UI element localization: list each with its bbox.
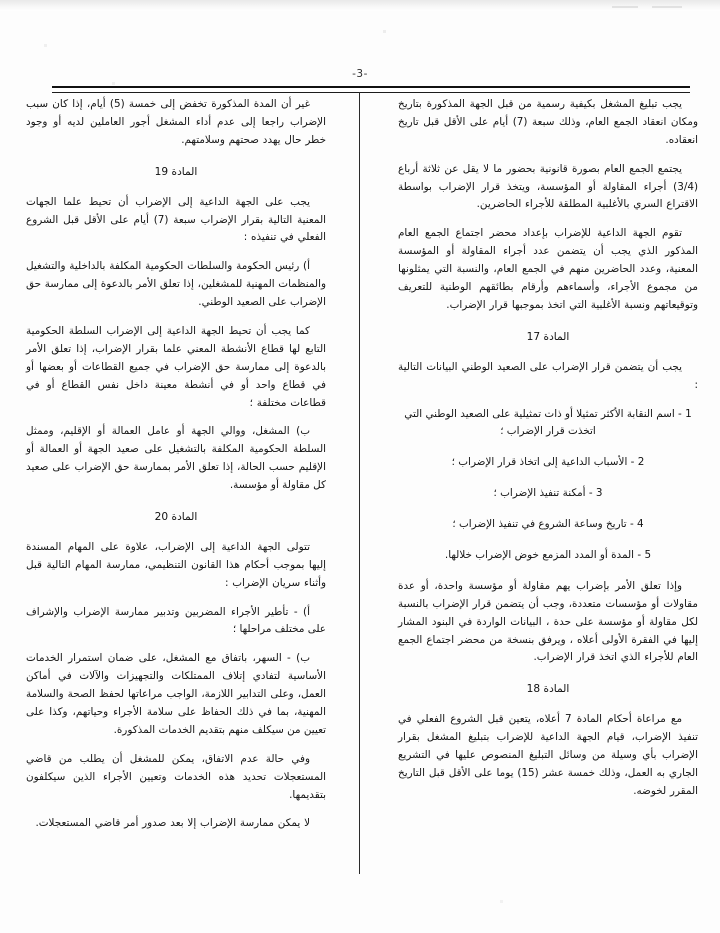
- article-heading: المادة 19: [154, 165, 198, 178]
- scan-speck: [652, 6, 682, 8]
- left-text-column: [26, 96, 326, 844]
- body-paragraph: يجب على الجهة الداعية إلى الإضراب أن تحيط علما الجهات المعنية التالية بقرار الإضراب سبعة (7) أيام على الأقل قبل الشروع الفعلي في تنفيذه :: [26, 195, 326, 244]
- body-paragraph: كما يجب أن تحيط الجهة الداعية إلى الإضراب السلطة الحكومية التابع لها قطاع الأنشطة المعني علما بقرار الإضراب، إذا تعلق الأمر بالدعوة إلى ممارسة حق الإضراب في جميع القطاعات أو بعضها أو في قطاع واحد أو في أنشطة معينة داخل نفس القطاع أو في قطاعات مختلفة ؛: [26, 324, 326, 409]
- scan-speck: [112, 82, 115, 85]
- lettered-list-item: أ) - تأطير الأجراء المضربين وتدبير ممارسة الإضراب والإشراف على مختلف مراحلها ؛: [26, 605, 326, 636]
- scan-speck: [44, 44, 47, 47]
- lettered-list-item: ب) المشغل، ووالي الجهة أو عامل العمالة أو الإقليم، وممثل السلطة الحكومية المكلفة بالتشغيل على صعيد الجهة أو العمالة أو الإقليم حسب الحالة، إذا تعلق الأمر بممارسة حق الإضراب على صعيد كل مقاولة أو مؤسسة.: [26, 425, 326, 492]
- lettered-list-item: أ) رئيس الحكومة والسلطات الحكومية المكلفة بالداخلية والتشغيل والمنظمات المهنية للمشغلين، إذا تعلق الأمر بالدعوة إلى ممارسة حق الإضراب على الصعيد الوطني.: [26, 260, 326, 309]
- body-paragraph: مع مراعاة أحكام المادة 7 أعلاه، يتعين قبل الشروع الفعلي في تنفيذ الإضراب، قيام الجهة الداعية للإضراب بتبليغ المشغل بقرار الإضراب بأي وسيلة من وسائل التبليغ المنصوص عليها في التشريع الجاري به العمل، وذلك خمسة عشر (15) يوما على الأقل قبل التاريخ المقرر لخوضه.: [398, 713, 698, 797]
- article-heading: المادة 20: [154, 510, 198, 523]
- scan-speck: [500, 900, 503, 903]
- numbered-list-item: 3 - أمكنة تنفيذ الإضراب ؛: [493, 487, 603, 500]
- body-paragraph: يجتمع الجمع العام بصورة قانونية بحضور ما لا يقل عن ثلاثة أرباع (3/4) أجراء المقاولة أو المؤسسة، ويتخذ قرار الإضراب بواسطة الاقتراع السري بالأغلبية المطلقة للأجراء الحاضرين.: [398, 162, 698, 211]
- body-paragraph: تتولى الجهة الداعية إلى الإضراب، علاوة على المهام المسندة إليها بموجب أحكام هذا القانون التنظيمي، ممارسة المهام التالية قبل وأثناء سريان الإضراب :: [26, 540, 326, 589]
- body-paragraph: وفي حالة عدم الاتفاق، يمكن للمشغل أن يطلب من قاضي المستعجلات تحديد هذه الخدمات وتعيين الأجراء الذين سيكلفون بتقديمها.: [26, 752, 326, 801]
- lettered-list-item: ب) - السهر، باتفاق مع المشغل، على ضمان استمرار الخدمات الأساسية لتفادي إتلاف الممتلكات والتجهيزات والآلات في أماكن العمل، وعلى التدابير اللازمة، الواجب مراعاتها لحفظ الصحة والسلامة المهنية، بما في ذلك الحفاظ على سلامة الأجراء وحياتهم، وكذا على تعيين من سيكلف منهم بتقديم الخدمات المذكورة.: [26, 652, 326, 736]
- page-number: -3-: [352, 68, 368, 80]
- body-paragraph: وإذا تعلق الأمر بإضراب يهم مقاولة أو مؤسسة واحدة، أو عدة مقاولات أو مؤسسات متعددة، وجب أن يتضمن قرار الإضراب بالنسبة لكل مقاولة أو مؤسسة على حدة ، البيانات الواردة في البنود المشار إليها في الفقرة الأولى أعلاه ، ويرفق بنسخة من محضر اجتماع الجمع العام للأجراء الذي اتخذ قرار الإضراب.: [398, 579, 698, 664]
- header-divider-rule: [52, 86, 690, 93]
- body-paragraph: تقوم الجهة الداعية للإضراب بإعداد محضر اجتماع الجمع العام المذكور الذي يجب أن يتضمن عدد أجراء المقاولة أو المؤسسة المعنية، وعدد الحاضرين منهم في الجمع العام، والنسبة التي يمثلونها من مجموع الأجراء، وأسماءهم وأرقام بطائقهم الوطنية للتعريف وتوقيعاتهم ونسبة الأغلبية التي اتخذ بموجبها قرار الإضراب.: [398, 227, 698, 311]
- numbered-list-item: 5 - المدة أو المدد المزمع خوض الإضراب خلالها.: [444, 548, 652, 561]
- scan-speck: [383, 30, 386, 33]
- numbered-list-item: 4 - تاريخ وساعة الشروع في تنفيذ الإضراب ؛: [452, 518, 644, 531]
- body-paragraph: يجب أن يتضمن قرار الإضراب على الصعيد الوطني البيانات التالية :: [398, 360, 698, 391]
- article-heading: المادة 18: [526, 683, 570, 696]
- body-paragraph: غير أن المدة المذكورة تخفض إلى خمسة (5) أيام، إذا كان سبب الإضراب راجعا إلى عدم أداء المشغل أجور العاملين لديه أو وجود خطر حال يهدد صحتهم وسلامتهم.: [26, 98, 326, 146]
- numbered-list-item: 1 - اسم النقابة الأكثر تمثيلا أو ذات تمثيلية على الصعيد الوطني التي اتخذت قرار الإضراب ؛: [404, 407, 692, 438]
- body-paragraph: يجب تبليغ المشغل بكيفية رسمية من قبل الجهة المذكورة بتاريخ ومكان انعقاد الجمع العام، وذلك سبعة (7) أيام على الأقل قبل تاريخ انعقاده.: [398, 98, 698, 146]
- numbered-list-item: 2 - الأسباب الداعية إلى اتخاذ قرار الإضراب ؛: [451, 456, 645, 469]
- scan-speck: [612, 6, 638, 8]
- right-text-column: [398, 96, 698, 812]
- two-column-body: [0, 96, 720, 896]
- article-heading: المادة 17: [526, 330, 570, 343]
- body-paragraph: لا يمكن ممارسة الإضراب إلا بعد صدور أمر قاضي المستعجلات.: [35, 817, 310, 830]
